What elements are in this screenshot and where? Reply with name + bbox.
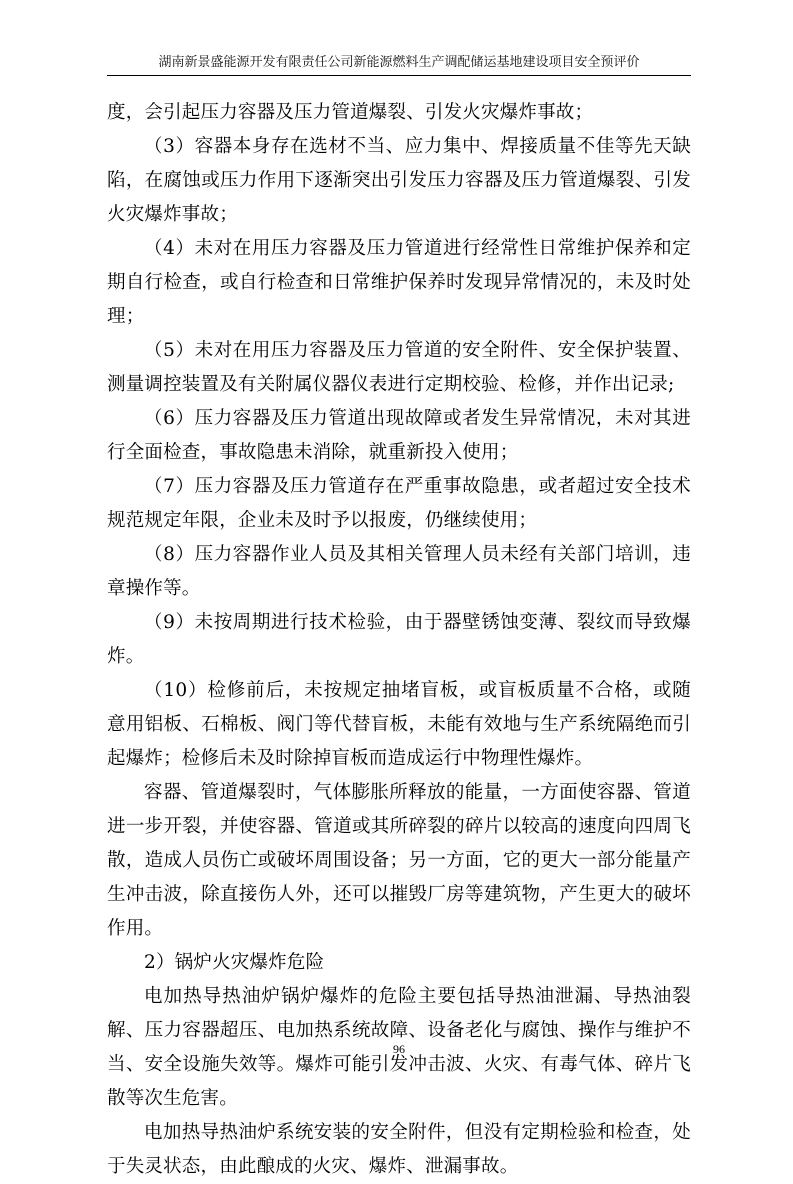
paragraph: 电加热导热油炉系统安装的安全附件，但没有定期检验和检查，处于失灵状态，由此酿成的火灾、爆炸、泄漏事故。 <box>107 1122 691 1177</box>
section-heading: 2）锅炉火灾爆炸危险 <box>144 952 325 973</box>
header-divider <box>107 75 691 76</box>
paragraph: （10）检修前后，未按规定抽堵盲板，或盲板质量不合格，或随意用铝板、石棉板、阀门等代替盲板，未能有效地与生产系统隔绝而引起爆炸；检修后未及时除掉盲板而造成运行中物理性爆炸。 <box>107 680 691 769</box>
paragraph: （7）压力容器及压力管道存在严重事故隐患，或者超过安全技术规范规定年限，企业未及时予以报废，仍继续使用； <box>107 476 691 531</box>
page-number: 96 <box>393 1042 405 1056</box>
paragraph: （9）未按周期进行技术检验，由于器壁锈蚀变薄、裂纹而导致爆炸。 <box>107 612 691 667</box>
paragraph: （8）压力容器作业人员及其相关管理人员未经有关部门培训，违章操作等。 <box>107 544 691 599</box>
paragraph: 度，会引起压力容器及压力管道爆裂、引发火灾爆炸事故； <box>107 102 594 123</box>
paragraph: 电加热导热油炉锅炉爆炸的危险主要包括导热油泄漏、导热油裂解、压力容器超压、电加热系统故障、设备老化与腐蚀、操作与维护不当、安全设施失效等。爆炸可能引发冲击波、火灾、有毒气体、碎片飞散等次生危害。 <box>107 986 691 1109</box>
page-header: 湖南新景盛能源开发有限责任公司新能源燃料生产调配储运基地建设项目安全预评价 <box>158 55 640 70</box>
paragraph: （5）未对在用压力容器及压力管道的安全附件、安全保护装置、测量调控装置及有关附属仪器仪表进行定期校验、检修，并作出记录; <box>107 340 691 395</box>
paragraph: （4）未对在用压力容器及压力管道进行经常性日常维护保养和定期自行检查，或自行检查和日常维护保养时发现异常情况的，未及时处理； <box>107 238 691 327</box>
body-text <box>107 96 691 1184</box>
paragraph: （3）容器本身存在选材不当、应力集中、焊接质量不佳等先天缺陷，在腐蚀或压力作用下逐渐突出引发压力容器及压力管道爆裂、引发火灾爆炸事故； <box>107 136 691 225</box>
paragraph: （6）压力容器及压力管道出现故障或者发生异常情况，未对其进行全面检查，事故隐患未消除，就重新投入使用； <box>107 408 691 463</box>
paragraph: 容器、管道爆裂时，气体膨胀所释放的能量，一方面使容器、管道进一步开裂，并使容器、管道或其所碎裂的碎片以较高的速度向四周飞散，造成人员伤亡或破坏周围设备；另一方面，它的更大一部分能量产生冲击波，除直接伤人外，还可以摧毁厂房等建筑物，产生更大的破坏作用。 <box>107 782 691 939</box>
